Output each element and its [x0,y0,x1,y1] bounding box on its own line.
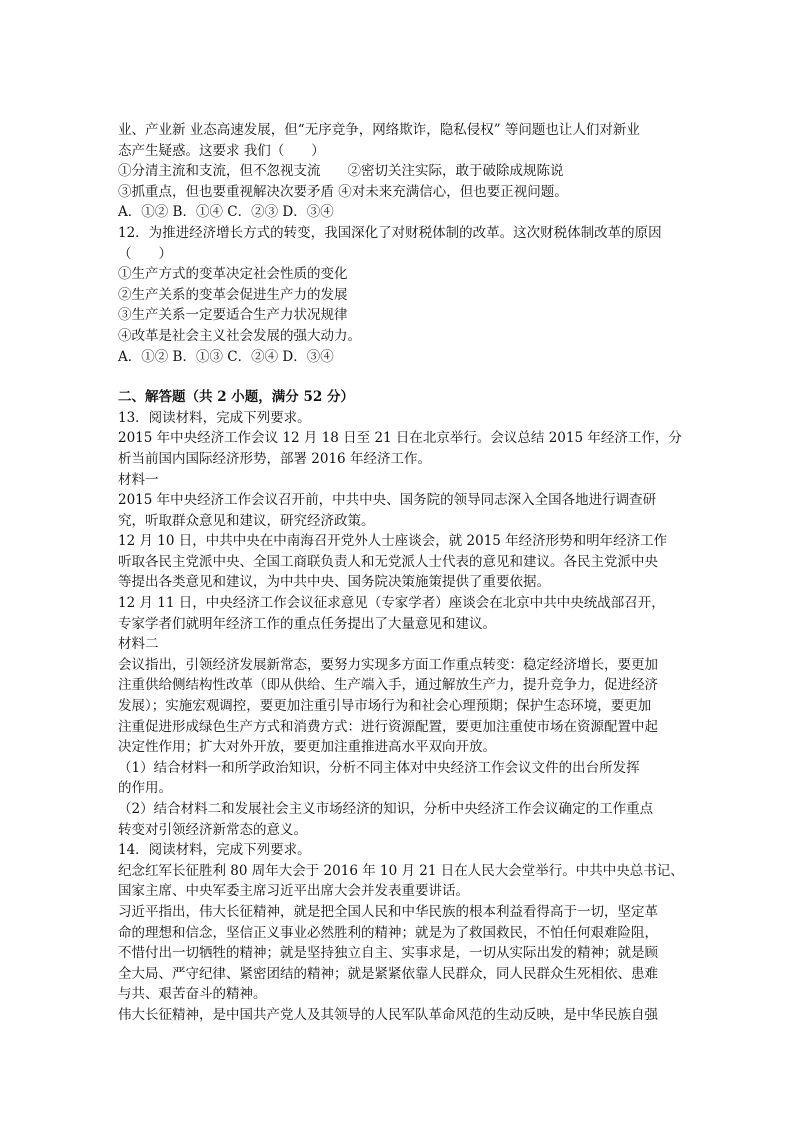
text-line: （2）结合材料二和发展社会主义市场经济的知识，分析中央经济工作会议确定的工作重点 [118,801,654,817]
text-line: 纪念红军长征胜利 80 周年大会于 2016 年 10 月 21 日在人民大会堂举行。中共中央总书记、 [118,862,684,879]
text-line: ③生产关系一定要适合生产力状况规律 [118,307,348,324]
text-line: 会议指出，引领经济发展新常态，要努力实现多方面工作重点转变：稳定经济增长，要更加 [118,656,658,673]
text-line: 全大局、严守纪律、紧密团结的精神；就是紧紧依靠人民群众，同人民群众生死相依、患难 [118,965,658,982]
text-line: 发展）；实施宏观调控，要更加注重引导市场行为和社会心理预期；保护生态环境，要更加 [118,698,652,715]
text-line: 国家主席、中央军委主席习近平出席大会并发表重要讲话。 [118,883,469,900]
text-line: 等提出各类意见和建议，为中共中央、国务院决策施策提供了重要依据。 [118,574,550,591]
text-line: 决定性作用；扩大对外开放，要更加注重推进高水平双向开放。 [118,739,496,756]
text-line: 伟大长征精神，是中国共产党人及其领导的人民军队革命风范的生动反映，是中华民族自强 [118,1006,658,1023]
text-line: ①分清主流和支流，但不忽视支流 ②密切关注实际，敢于破除成规陈说 [118,163,564,180]
text-line: 注重促进形成绿色生产方式和消费方式：进行资源配置，要更加注重使市场在资源配置中起 [118,718,658,735]
text-line: ③抓重点，但也要重视解决次要矛盾 ④对未来充满信心，但也要正视问题。 [118,183,568,200]
text-line: 与共、艰苦奋斗的精神。 [118,986,267,1003]
question-13-14-block [118,408,684,1026]
text-line: ④改革是社会主义社会发展的强大动力。 [118,327,361,344]
text-line: 专家学者们就明年经济工作的重点任务提出了大量意见和建议。 [118,615,496,632]
text-line: 2015 年中央经济工作会议 12 月 18 日至 21 日在北京举行。会议总结 2015 年经济工作，分 [118,430,682,447]
text-line: 的作用。 [118,780,172,797]
text-line: 不惜付出一切牺牲的精神；就是坚持独立自主、实事求是，一切从实际出发的精神；就是顾 [118,945,658,962]
text-line: 习近平指出，伟大长征精神，就是把全国人民和中华民族的根本利益看得高于一切，坚定革 [118,903,658,920]
text-line: ①生产方式的变革决定社会性质的变化 [118,266,348,283]
text-line: A．①② B．①④ C．②③ D．③④ [118,204,334,221]
text-line: 14．阅读材料，完成下列要求。 [118,842,311,859]
section-spacer [118,367,678,387]
text-line: 材料二 [118,636,159,653]
text-line: A．①② B．①③ C．②④ D．③④ [118,348,334,365]
text-line: 13．阅读材料，完成下列要求。 [118,409,311,426]
text-line: （ ） [118,245,172,262]
text-line: 业、产业新 业态高速发展，但“无序竞争，网络欺诈，隐私侵权” 等问题也让人们对新业 [118,122,640,138]
text-line: 命的理想和信念，坚信正义事业必然胜利的精神；就是为了救国救民，不怕任何艰难险阻， [118,924,658,941]
text-line: 究，听取群众意见和建议，研究经济政策。 [118,512,375,529]
text-line: 12．为推进经济增长方式的转变，我国深化了对财税体制的改革。这次财税体制改革的原因 [118,224,662,241]
section-heading: 二、解答题（共 2 小题，满分 52 分） [118,389,354,406]
text-line: 材料一 [118,471,159,488]
text-line: 注重供给侧结构性改革（即从供给、生产端入手，通过解放生产力，提升竞争力，促进经济 [118,677,658,694]
text-line: （1）结合材料一和所学政治知识，分析不同主体对中央经济工作会议文件的出台所发挥 [118,759,640,776]
text-line: 12 月 10 日，中共中央在中南海召开党外人士座谈会，就 2015 年经济形势和明年经济工作 [118,533,668,550]
text-line: 2015 年中央经济工作会议召开前，中共中央、国务院的领导同志深入全国各地进行调查研 [118,492,657,509]
text-line: 析当前国内国际经济形势，部署 2016 年经济工作。 [118,450,431,467]
document-page [118,120,684,1026]
question-11-12-block [118,120,678,367]
text-line: 听取各民主党派中央、全国工商联负责人和无党派人士代表的意见和建议。各民主党派中央 [118,553,658,570]
text-line: 12 月 11 日，中央经济工作会议征求意见（专家学者）座谈会在北京中共中央统战部召开， [118,595,665,612]
text-line: ②生产关系的变革会促进生产力的发展 [118,286,348,303]
text-line: 转变对引领经济新常态的意义。 [118,821,307,838]
text-line: 态产生疑惑。这要求 我们（ ） [118,142,325,159]
